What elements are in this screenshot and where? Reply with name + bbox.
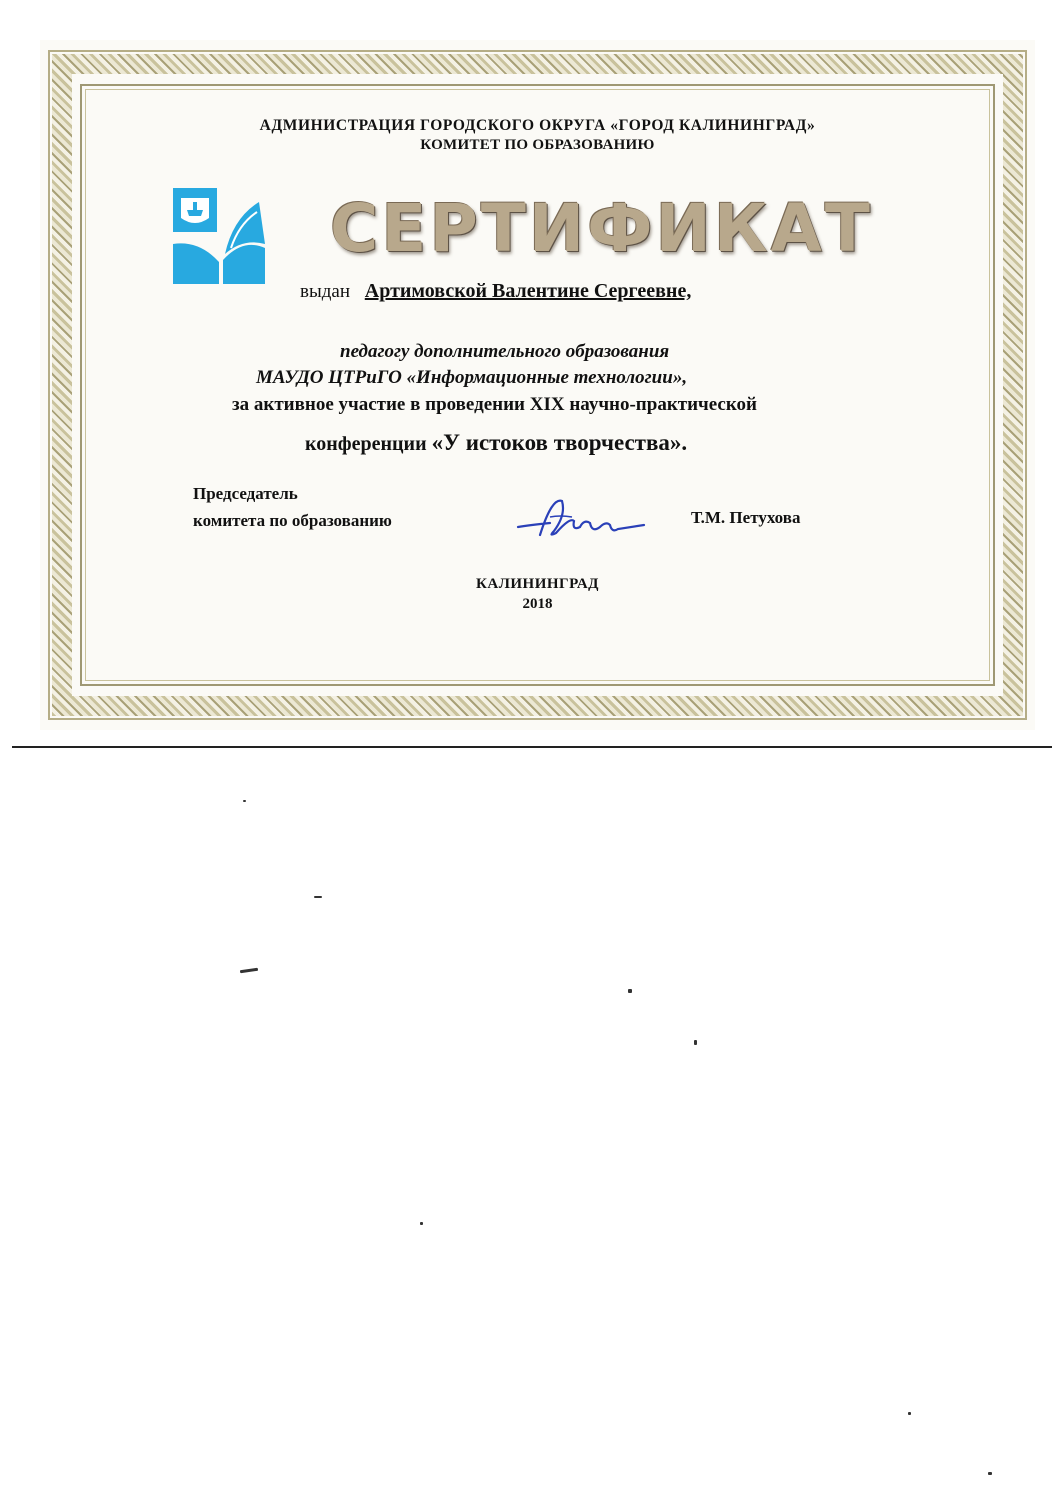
conference-name: «У истоков творчества». [431, 430, 688, 455]
scan-speck [988, 1472, 992, 1475]
certificate [40, 40, 1035, 730]
scan-page-edge-line [12, 746, 1052, 748]
issued-row [300, 280, 691, 303]
conference-line [305, 430, 687, 456]
year: 2018 [522, 596, 553, 612]
scan-speck [694, 1040, 697, 1045]
scan-speck [628, 989, 632, 993]
issued-prefix: выдан [300, 281, 351, 302]
certificate-title: СЕРТИФИКАТ [330, 190, 873, 267]
city: КАЛИНИНГРАД [476, 576, 599, 592]
handwritten-signature [510, 487, 650, 552]
header-committee: КОМИТЕТ ПО ОБРАЗОВАНИЮ [420, 137, 655, 153]
recipient-organization: МАУДО ЦТРиГО «Информационные технологии», [256, 367, 688, 388]
recipient-position: педагогу дополнительного образования [340, 341, 670, 362]
book-crest-logo-icon [173, 188, 269, 284]
award-reason: за активное участие в проведении XIX научно-практической [232, 394, 758, 415]
header-administration: АДМИНИСТРАЦИЯ ГОРОДСКОГО ОКРУГА «ГОРОД КАЛИНИНГРАД» [259, 117, 816, 134]
chair-title-line-2: комитета по образованию [193, 511, 392, 530]
scan-speck [243, 800, 246, 802]
scan-speck [908, 1412, 911, 1415]
scan-speck [420, 1222, 423, 1225]
chair-title-line-1: Председатель [193, 484, 298, 503]
signer-name: Т.М. Петухова [691, 508, 801, 527]
scan-speck [240, 968, 258, 973]
recipient-name: Артимовской Валентине Сергеевне, [364, 280, 692, 302]
conference-prefix: конференции [305, 433, 427, 455]
scan-speck [314, 896, 322, 898]
